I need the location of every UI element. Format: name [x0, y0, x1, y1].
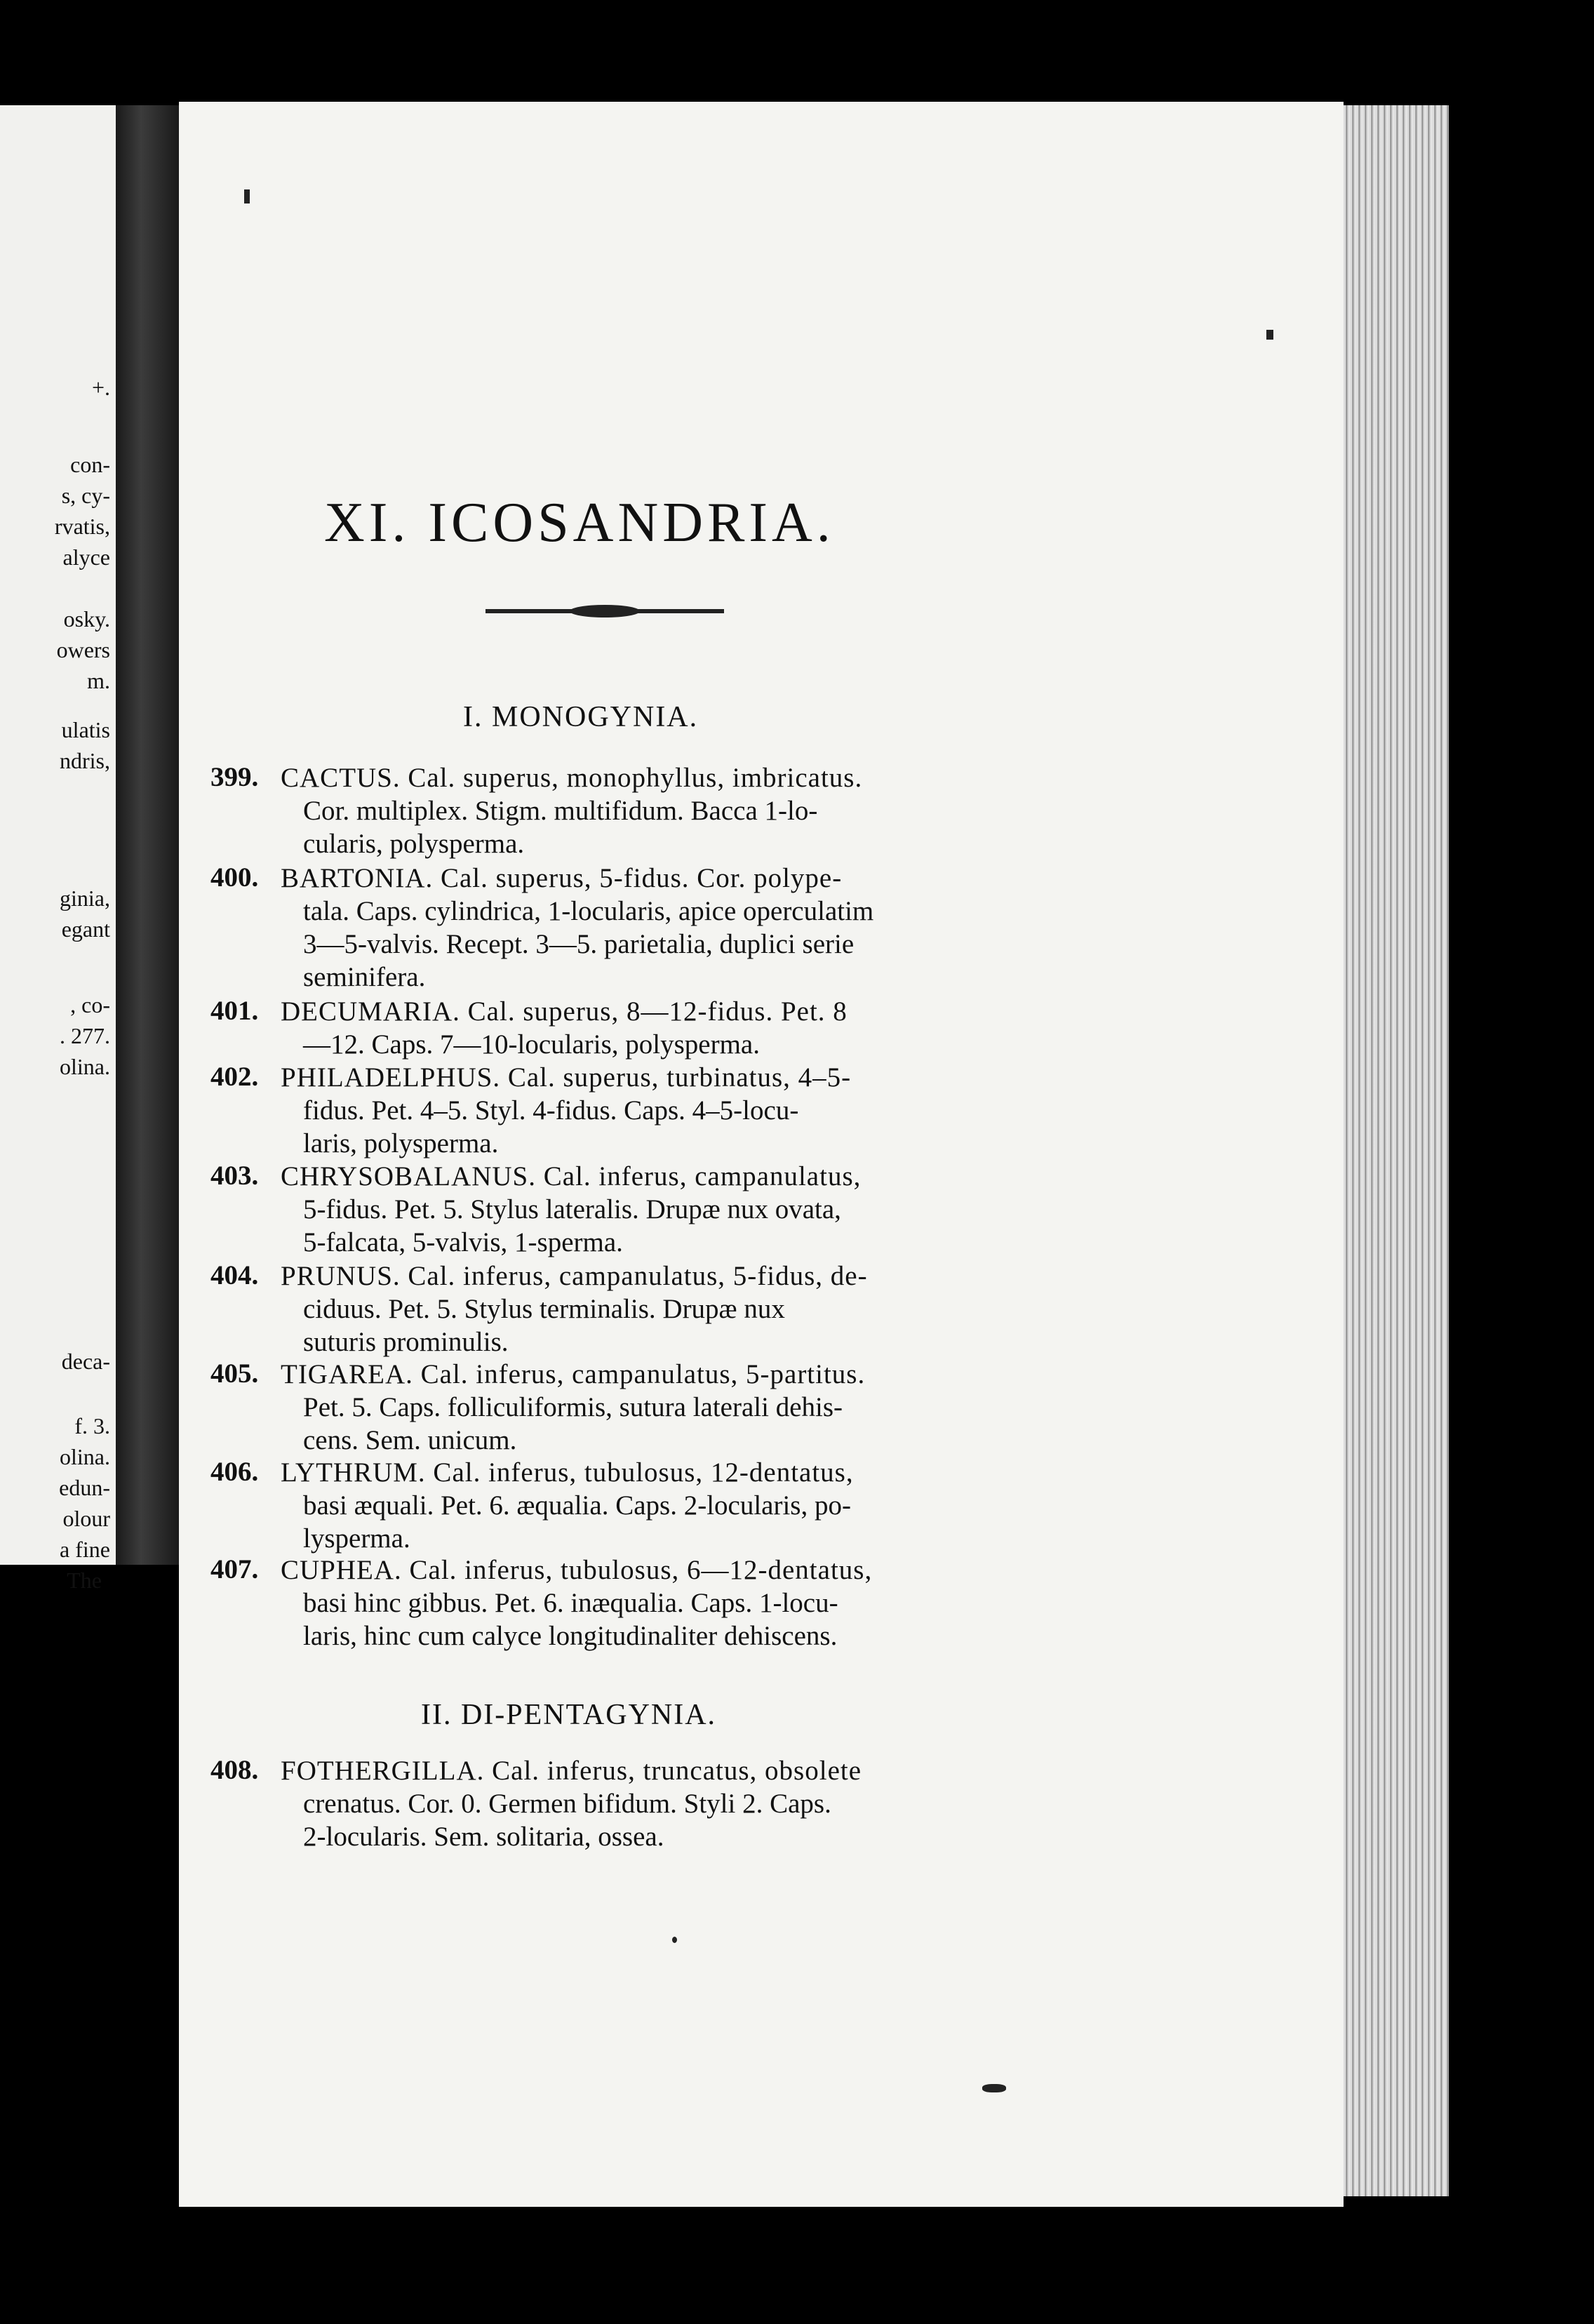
entry-line: CUPHEA. Cal. inferus, tubulosus, 6—12-dentatus,	[281, 1555, 873, 1585]
page-edges	[1344, 105, 1449, 2196]
left-page-text: edun-	[59, 1475, 110, 1500]
entry-line: tala. Caps. cylindrica, 1-locularis, apice operculatim	[303, 896, 874, 926]
entry-line: BARTONIA. Cal. superus, 5-fidus. Cor. polype-	[281, 863, 843, 893]
left-page-fragment	[0, 105, 116, 1593]
left-page-text: con-	[70, 452, 110, 477]
print-speck	[672, 1937, 677, 1943]
entry-line: 5-fidus. Pet. 5. Stylus lateralis. Drupæ nux ovata,	[303, 1194, 841, 1224]
entry-line: LYTHRUM. Cal. inferus, tubulosus, 12-dentatus,	[281, 1457, 854, 1488]
left-page-text: m.	[87, 668, 110, 693]
left-page-text: deca-	[61, 1349, 110, 1374]
entry-number: 407.	[210, 1554, 259, 1584]
decorative-rule-swell	[570, 605, 640, 617]
entry-line: 2-locularis. Sem. solitaria, ossea.	[303, 1822, 664, 1852]
genus-entry	[210, 1358, 996, 1457]
entry-line: lysperma.	[303, 1523, 410, 1554]
section-heading: I. MONOGYNIA.	[463, 701, 699, 733]
genus-entry	[210, 1061, 996, 1160]
entry-line: TIGAREA. Cal. inferus, campanulatus, 5-partitus.	[281, 1359, 866, 1389]
entry-line: seminifera.	[303, 962, 426, 992]
entry-line: Pet. 5. Caps. folliculiformis, sutura laterali dehis-	[303, 1392, 843, 1422]
section-heading: II. DI-PENTAGYNIA.	[421, 1699, 717, 1731]
left-page-text: owers	[56, 637, 110, 662]
genus-entry	[210, 1754, 996, 1853]
entry-line: ciduus. Pet. 5. Stylus terminalis. Drupæ nux	[303, 1294, 785, 1324]
left-page-text: olina.	[60, 1444, 110, 1469]
left-page-text: . 277.	[60, 1023, 110, 1048]
entry-number: 404.	[210, 1260, 259, 1290]
entry-line: cularis, polysperma.	[303, 829, 525, 859]
entry-line: crenatus. Cor. 0. Germen bifidum. Styli 2. Caps.	[303, 1789, 831, 1819]
entry-line: CACTUS. Cal. superus, monophyllus, imbricatus.	[281, 763, 863, 793]
entry-number: 406.	[210, 1457, 259, 1487]
entry-line: cens. Sem. unicum.	[303, 1425, 517, 1455]
left-page-text: ulatis	[61, 717, 110, 742]
left-page-text: alyce	[62, 545, 110, 570]
entry-line: laris, hinc cum calyce longitudinaliter dehiscens.	[303, 1621, 838, 1651]
genus-entry	[210, 862, 996, 994]
genus-entry	[210, 995, 996, 1061]
left-page-text: ginia,	[60, 886, 110, 911]
print-speck	[982, 2084, 1006, 2092]
entry-line: CHRYSOBALANUS. Cal. inferus, campanulatus,	[281, 1161, 862, 1191]
left-page-text: The	[67, 1568, 102, 1593]
entry-number: 403.	[210, 1161, 259, 1191]
entry-number: 408.	[210, 1755, 259, 1785]
entry-line: suturis prominulis.	[303, 1327, 509, 1357]
entry-line: 5-falcata, 5-valvis, 1-sperma.	[303, 1227, 623, 1257]
print-speck	[244, 189, 250, 203]
entry-number: 402.	[210, 1062, 259, 1092]
entry-line: Cor. multiplex. Stigm. multifidum. Bacca 1-lo-	[303, 796, 818, 826]
genus-entry	[210, 761, 996, 860]
left-page-text: a fine	[60, 1537, 110, 1562]
left-page-text: s, cy-	[61, 483, 110, 508]
left-page-text: olour	[62, 1506, 110, 1531]
entry-number: 400.	[210, 862, 259, 893]
left-page-text: egant	[61, 916, 110, 942]
entry-line: laris, polysperma.	[303, 1128, 499, 1158]
entry-line: basi æquali. Pet. 6. æqualia. Caps. 2-locularis, po-	[303, 1490, 851, 1521]
left-page-text: ndris,	[60, 748, 110, 773]
entry-line: —12. Caps. 7—10-locularis, polysperma.	[303, 1029, 760, 1060]
entry-number: 399.	[210, 762, 259, 792]
entry-line: DECUMARIA. Cal. superus, 8—12-fidus. Pet. 8	[281, 996, 848, 1027]
entry-line: fidus. Pet. 4–5. Styl. 4-fidus. Caps. 4–5-locu-	[303, 1095, 799, 1126]
left-page-text: olina.	[60, 1054, 110, 1079]
left-page-text: , co-	[70, 992, 110, 1017]
left-page-text: rvatis,	[54, 514, 110, 539]
print-speck	[1266, 330, 1273, 340]
entry-line: PHILADELPHUS. Cal. superus, turbinatus, 4–5-	[281, 1062, 852, 1093]
entry-line: PRUNUS. Cal. inferus, campanulatus, 5-fidus, de-	[281, 1261, 868, 1291]
genus-entry	[210, 1456, 996, 1555]
genus-entry	[210, 1160, 996, 1259]
entry-line: basi hinc gibbus. Pet. 6. inæqualia. Caps. 1-locu-	[303, 1588, 838, 1618]
entry-number: 401.	[210, 996, 259, 1026]
genus-entry	[210, 1260, 996, 1358]
genus-entry	[210, 1554, 996, 1652]
entry-line: 3—5-valvis. Recept. 3—5. parietalia, duplici serie	[303, 929, 855, 959]
entry-number: 405.	[210, 1358, 259, 1389]
book-gutter	[116, 105, 179, 1565]
chapter-title: XI. ICOSANDRIA.	[324, 492, 835, 554]
left-page-text: +.	[91, 375, 110, 400]
left-page-text: osky.	[63, 606, 110, 632]
left-page-text: f. 3.	[74, 1413, 110, 1438]
entry-line: FOTHERGILLA. Cal. inferus, truncatus, obsolete	[281, 1756, 862, 1786]
